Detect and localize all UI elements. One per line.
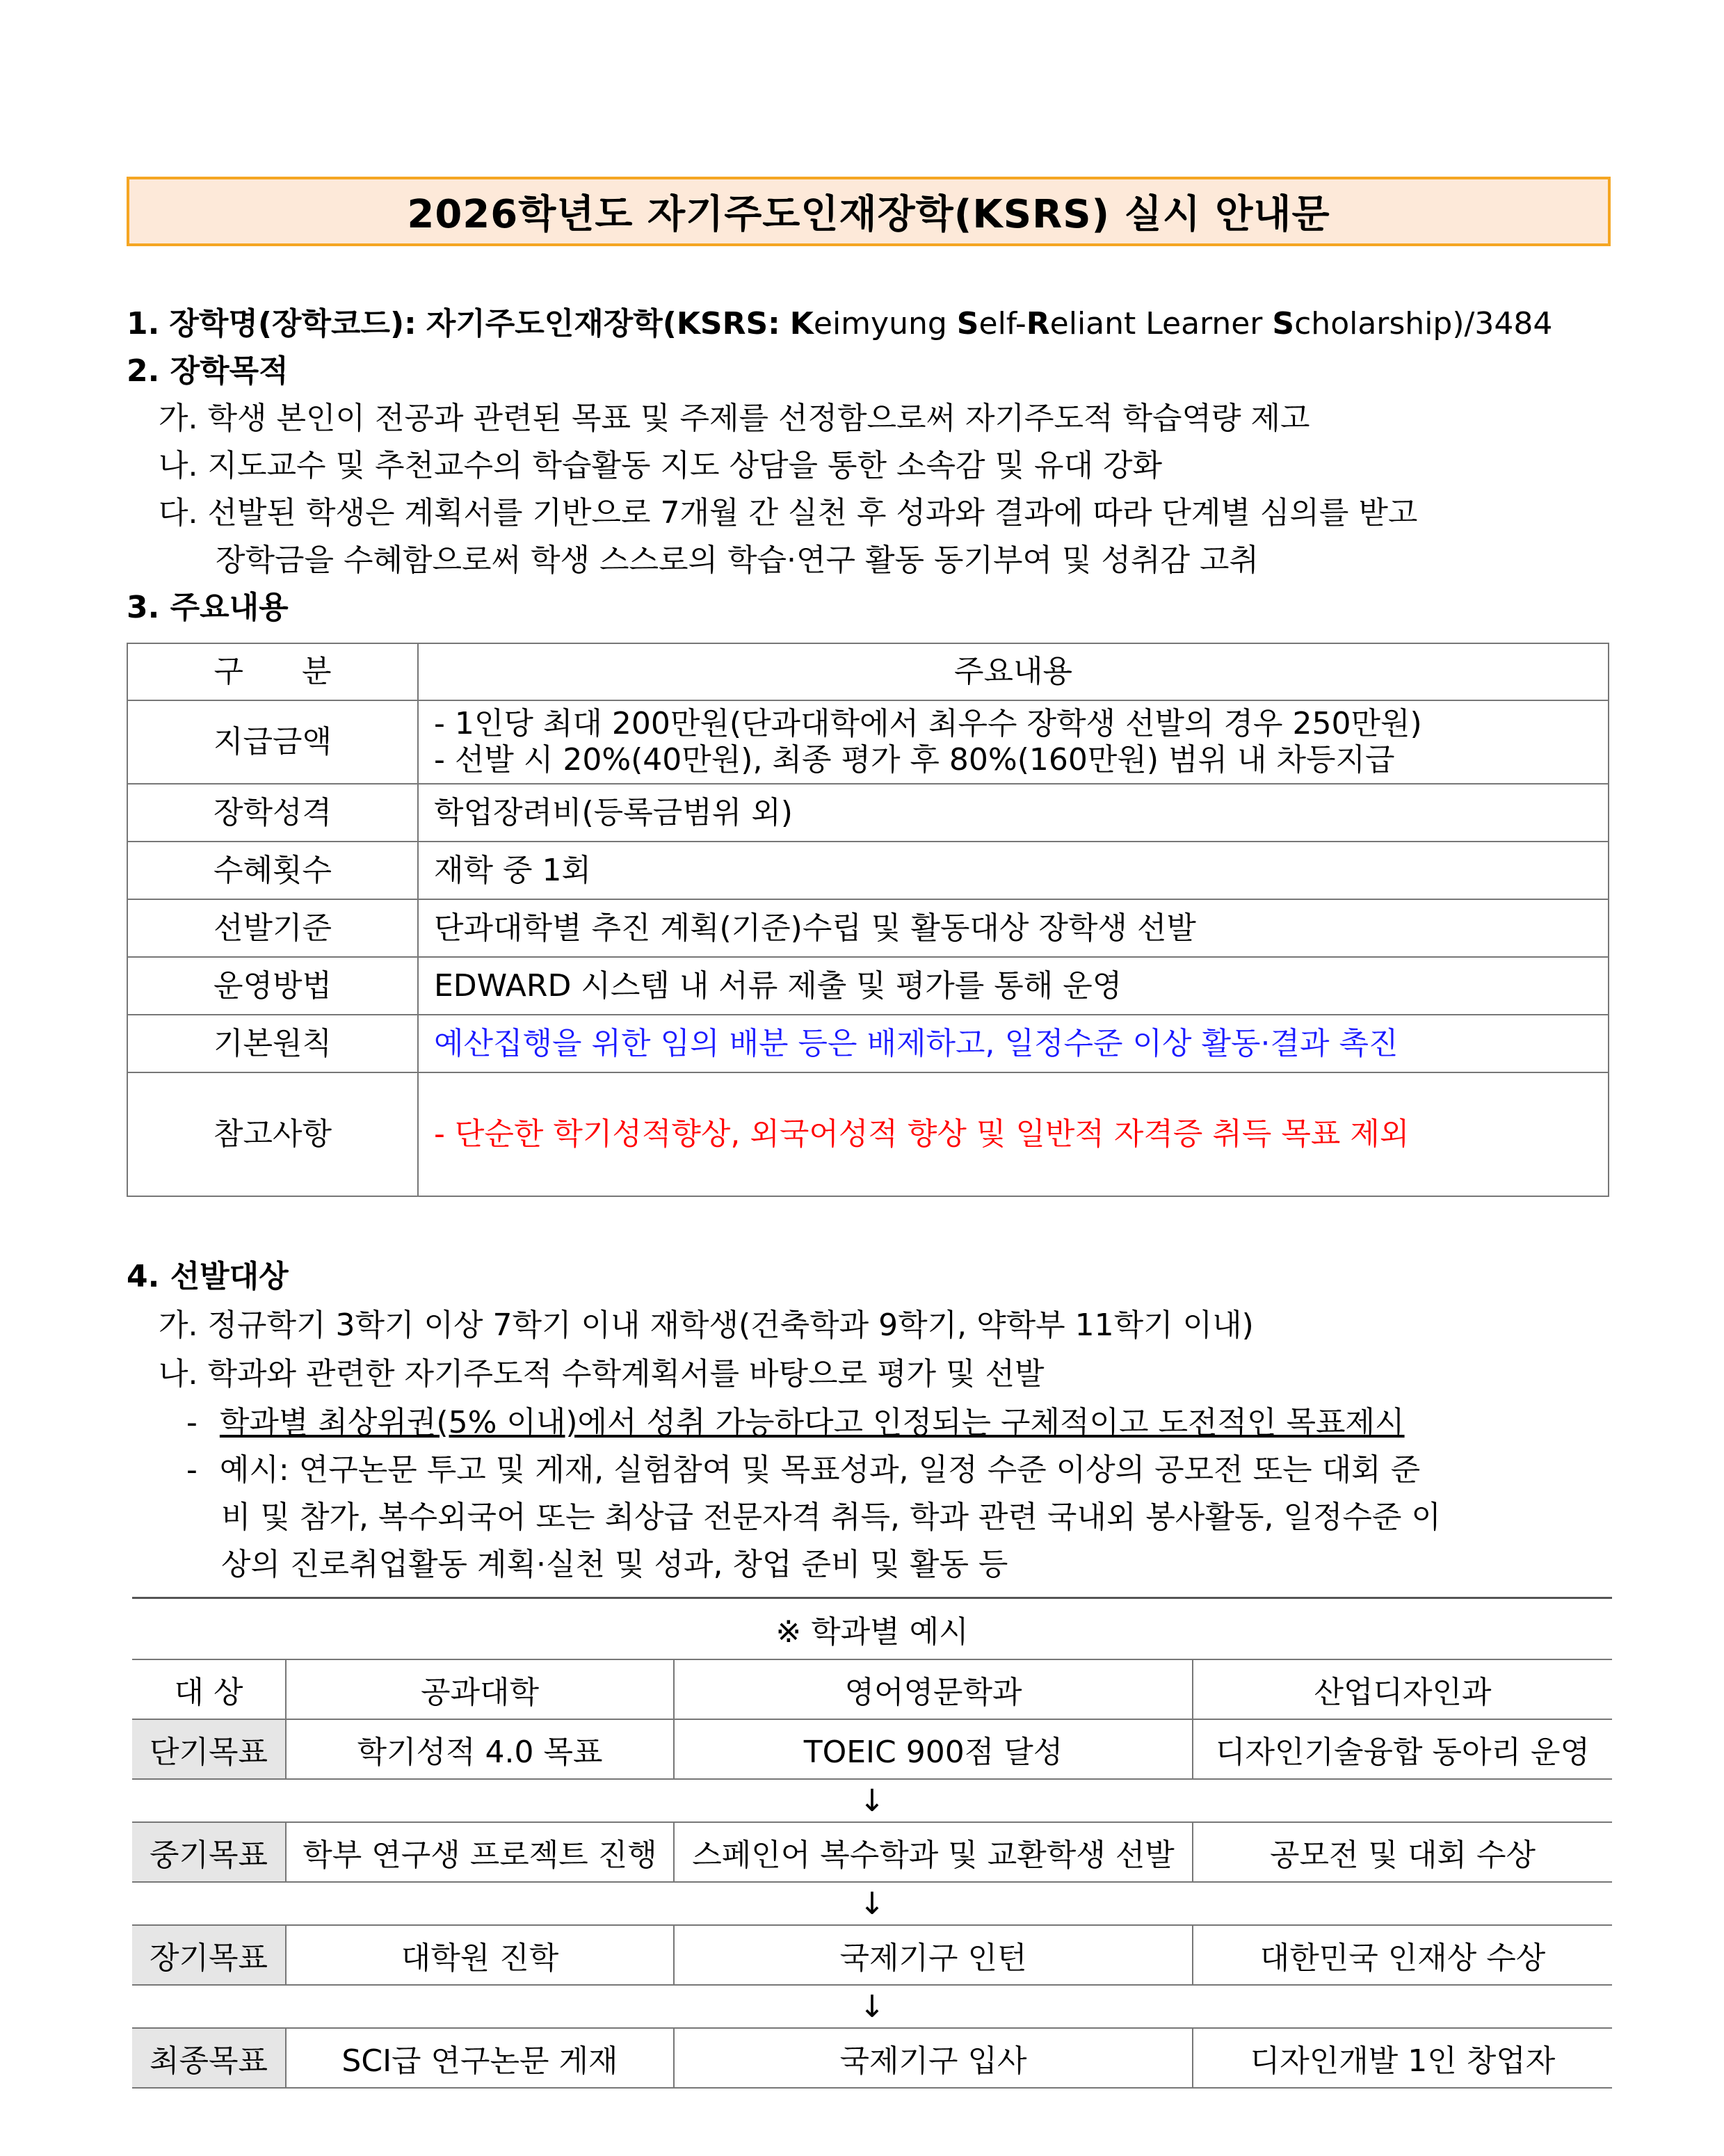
section-2-heading: 2. 장학목적 [127, 353, 289, 389]
arrow-row [132, 1779, 1612, 1822]
example-text-line-2: 비 및 참가, 복수외국어 또는 최상급 전문자격 취득, 학과 관련 국내외 봉사활동, 일정수준 이 [221, 1499, 1441, 1535]
goal-cell: 스페인어 복수학과 및 교환학생 선발 [674, 1822, 1193, 1882]
document-title: 2026학년도 자기주도인재장학(KSRS) 실시 안내문 [127, 177, 1611, 246]
table-row [127, 1072, 1609, 1196]
header-category: 구 분 [127, 643, 418, 700]
purpose-item-1: 가. 학생 본인이 전공과 관련된 목표 및 주제를 선정함으로써 자기주도적 학습역량 제고 [159, 401, 1310, 436]
arrow-row [132, 1985, 1612, 2028]
goal-label: 중기목표 [132, 1822, 286, 1882]
row-key: 지급금액 [127, 700, 418, 784]
table-row [132, 2028, 1612, 2088]
row-value: EDWARD 시스템 내 서류 제출 및 평가를 통해 운영 [418, 957, 1609, 1015]
purpose-item-2: 나. 지도교수 및 추천교수의 학습활동 지도 상담을 통한 소속감 및 유대 강화 [159, 448, 1162, 483]
section-1-number: 1. [127, 306, 160, 341]
header-design: 산업디자인과 [1193, 1659, 1612, 1719]
main-content-table [127, 643, 1609, 1197]
row-value: 단과대학별 추진 계획(기준)수립 및 활동대상 장학생 선발 [418, 899, 1609, 957]
row-key: 수혜횟수 [127, 842, 418, 899]
purpose-item-3-continued: 장학금을 수혜함으로써 학생 스스로의 학습·연구 활동 동기부여 및 성취감 고취 [216, 542, 1259, 578]
goal-cell: 국제기구 인턴 [674, 1925, 1193, 1985]
section-4-heading: 4. 선발대상 [127, 1259, 289, 1294]
goal-cell: 국제기구 입사 [674, 2028, 1193, 2088]
row-value: 학업장려비(등록금범위 외) [418, 784, 1609, 842]
goal-label: 장기목표 [132, 1925, 286, 1985]
header-english: 영어영문학과 [674, 1659, 1193, 1719]
payment-line-1: - 1인당 최대 200만원(단과대학에서 최우수 장학생 선발의 경우 250만원) [434, 706, 1422, 741]
row-value-note: - 단순한 학기성적향상, 외국어성적 향상 및 일반적 자격증 취득 목표 제외 [418, 1072, 1609, 1196]
row-key: 기본원칙 [127, 1015, 418, 1072]
payment-line-2: - 선발 시 20%(40만원), 최종 평가 후 80%(160만원) 범위 내 차등지급 [434, 742, 1395, 778]
goal-cell: 대학원 진학 [286, 1925, 674, 1985]
goal-cell: 디자인개발 1인 창업자 [1193, 2028, 1612, 2088]
example-text-line-3: 상의 진로취업활동 계획·실천 및 성과, 창업 준비 및 활동 등 [221, 1547, 1008, 1582]
row-value: 재학 중 1회 [418, 842, 1609, 899]
goal-label: 최종목표 [132, 2028, 286, 2088]
table-row [127, 784, 1609, 842]
table-row [132, 1822, 1612, 1882]
department-examples-table [132, 1597, 1612, 2089]
down-arrow-icon: ↓ [859, 1783, 885, 1819]
section-1-scholarship-name [127, 303, 1552, 345]
table-row [132, 1719, 1612, 1779]
eligibility-item-1: 가. 정규학기 3학기 이상 7학기 이내 재학생(건축학과 9학기, 약학부 11학기 이내) [159, 1308, 1254, 1343]
table-row [127, 1015, 1609, 1072]
goal-cell: 공모전 및 대회 수상 [1193, 1822, 1612, 1882]
examples-header-row [132, 1659, 1612, 1719]
goal-cell: 학부 연구생 프로젝트 진행 [286, 1822, 674, 1882]
row-key: 운영방법 [127, 957, 418, 1015]
goal-label: 단기목표 [132, 1719, 286, 1779]
dash-marker: - [186, 1405, 198, 1440]
header-target: 대 상 [132, 1659, 286, 1719]
table-header-row [127, 643, 1609, 700]
purpose-item-3: 다. 선발된 학생은 계획서를 기반으로 7개월 간 실천 후 성과와 결과에 따라 단계별 심의를 받고 [159, 495, 1418, 531]
table-row [127, 700, 1609, 784]
eligibility-item-2: 나. 학과와 관련한 자기주도적 수학계획서를 바탕으로 평가 및 선발 [159, 1356, 1045, 1392]
eligibility-dash-1 [186, 1402, 1405, 1444]
examples-caption: ※ 학과별 예시 [132, 1598, 1612, 1660]
header-engineering: 공과대학 [286, 1659, 674, 1719]
eligibility-dash-2 [186, 1449, 1420, 1491]
goal-requirement: 학과별 최상위권(5% 이내)에서 성취 가능하다고 인정되는 구체적이고 도전적인 목표제시 [219, 1405, 1405, 1440]
arrow-row [132, 1882, 1612, 1925]
row-key: 참고사항 [127, 1072, 418, 1196]
down-arrow-icon: ↓ [859, 1988, 885, 2025]
down-arrow-icon: ↓ [859, 1885, 885, 1922]
scholarship-name-en: Keimyung Self-Reliant Learner Scholarship)/3484 [789, 306, 1553, 341]
header-content: 주요내용 [418, 643, 1609, 700]
scholarship-name-ko: 자기주도인재장학(KSRS: [426, 306, 780, 341]
row-value-principle: 예산집행을 위한 임의 배분 등은 배제하고, 일정수준 이상 활동·결과 촉진 [418, 1015, 1609, 1072]
goal-cell: 학기성적 4.0 목표 [286, 1719, 674, 1779]
section-3-heading: 3. 주요내용 [127, 590, 289, 625]
table-row [132, 1925, 1612, 1985]
dash-marker: - [186, 1452, 198, 1488]
table-row [127, 842, 1609, 899]
row-key: 장학성격 [127, 784, 418, 842]
goal-cell: 대한민국 인재상 수상 [1193, 1925, 1612, 1985]
table-row [127, 957, 1609, 1015]
example-text-line-1: 예시: 연구논문 투고 및 게재, 실험참여 및 목표성과, 일정 수준 이상의 공모전 또는 대회 준 [219, 1452, 1421, 1488]
row-value [418, 700, 1609, 784]
examples-caption-row [132, 1598, 1612, 1660]
row-key: 선발기준 [127, 899, 418, 957]
goal-cell: SCI급 연구논문 게재 [286, 2028, 674, 2088]
section-1-label: 장학명(장학코드): [169, 306, 417, 341]
goal-cell: 디자인기술융합 동아리 운영 [1193, 1719, 1612, 1779]
goal-cell: TOEIC 900점 달성 [674, 1719, 1193, 1779]
table-row [127, 899, 1609, 957]
